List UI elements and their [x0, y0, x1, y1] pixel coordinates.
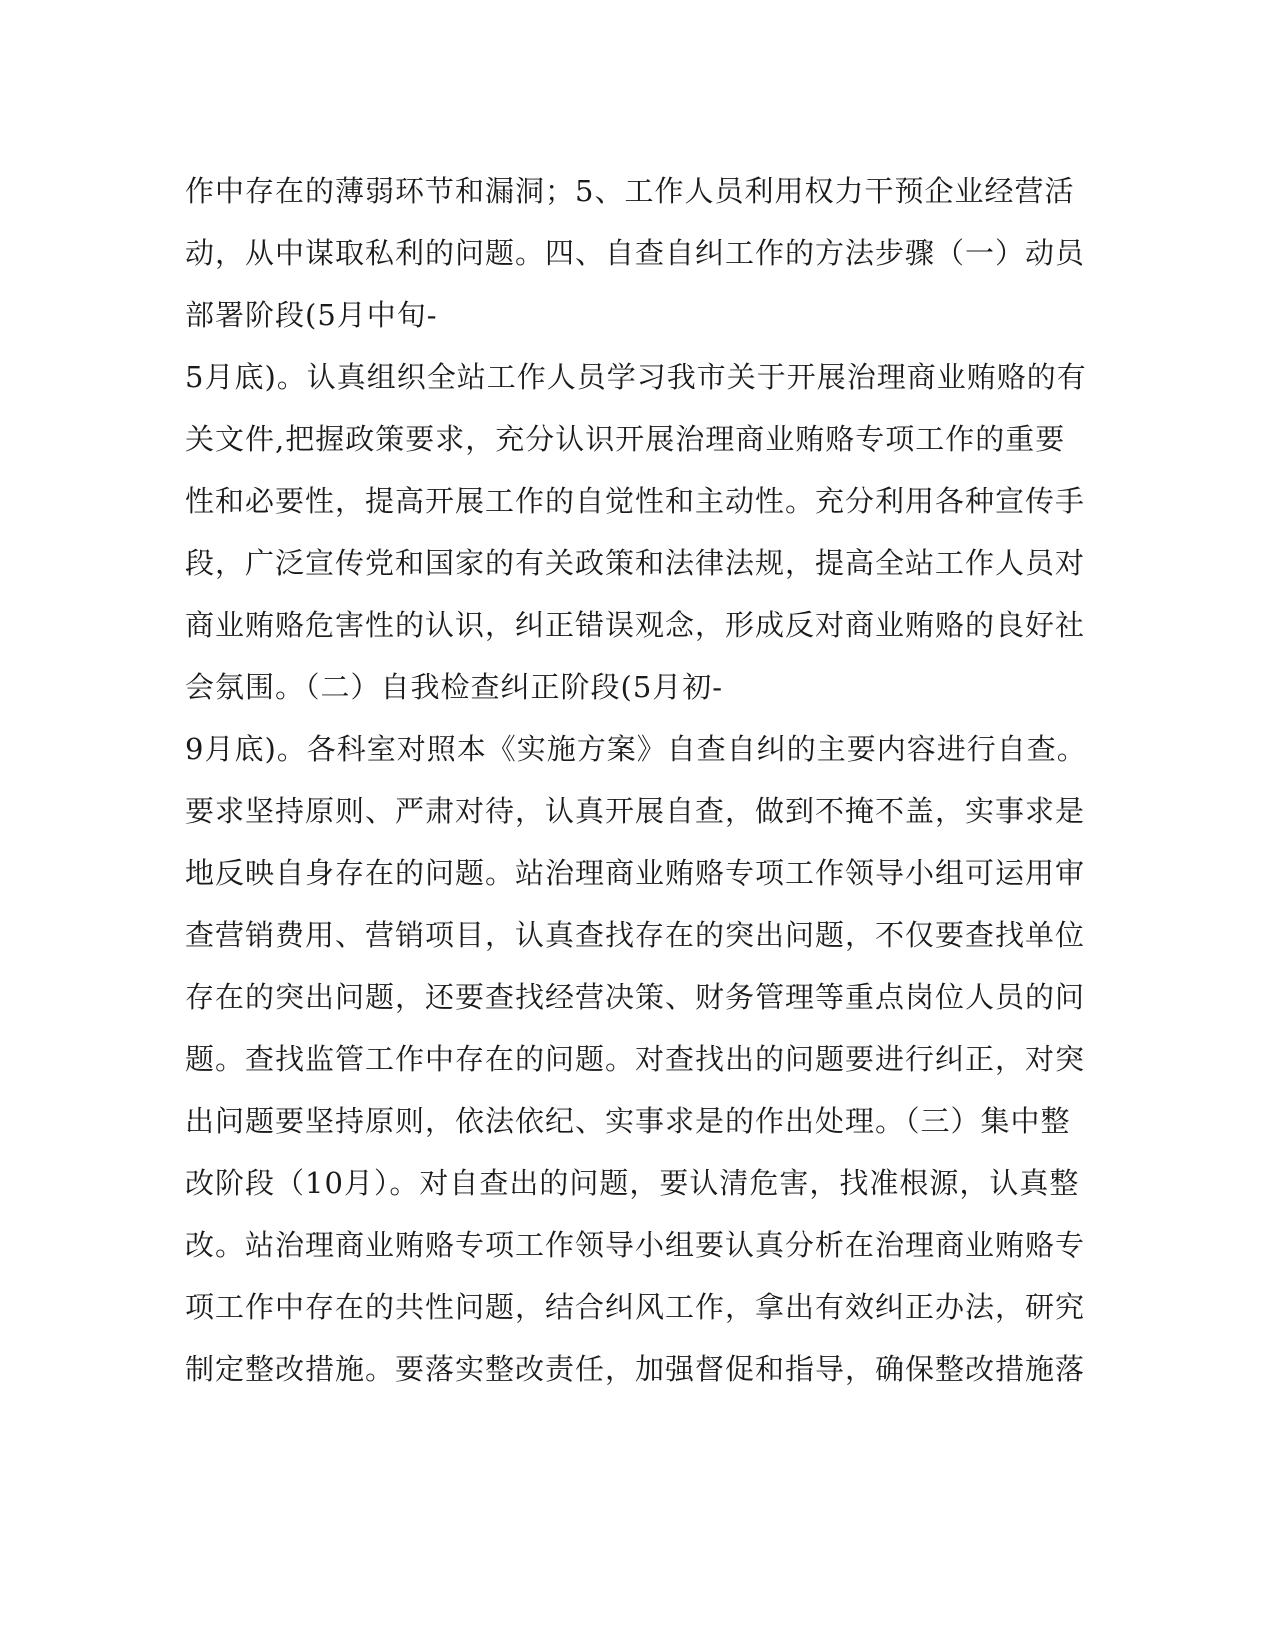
text-line: 9月底)。各科室对照本《实施方案》自查自纠的主要内容进行自查。 [185, 732, 1087, 766]
text-line: 出问题要坚持原则，依法依纪、实事求是的作出处理。（三）集中整 [185, 1104, 1071, 1138]
text-line: 改阶段（10月）。对自查出的问题，要认清危害，找准根源，认真整 [185, 1166, 1080, 1200]
text-line: 商业贿赂危害性的认识，纠正错误观念，形成反对商业贿赂的良好社 [185, 608, 1086, 642]
text-line: 性和必要性，提高开展工作的自觉性和主动性。充分利用各种宣传手 [185, 484, 1086, 518]
text-line: 5月底)。认真组织全站工作人员学习我市关于开展治理商业贿赂的有 [185, 360, 1087, 394]
text-line: 会氛围。（二）自我检查纠正阶段(5月初- [185, 670, 724, 704]
text-line: 部署阶段(5月中旬- [185, 298, 438, 332]
text-line: 制定整改措施。要落实整改责任，加强督促和指导，确保整改措施落 [185, 1352, 1086, 1386]
text-line: 动，从中谋取私利的问题。四、自查自纠工作的方法步骤（一）动员 [185, 236, 1086, 270]
text-line: 题。查找监管工作中存在的问题。对查找出的问题要进行纠正，对突 [185, 1042, 1086, 1076]
text-line: 关文件,把握政策要求，充分认识开展治理商业贿赂专项工作的重要 [185, 422, 1066, 456]
text-line: 地反映自身存在的问题。站治理商业贿赂专项工作领导小组可运用审 [185, 856, 1086, 890]
text-line: 存在的突出问题，还要查找经营决策、财务管理等重点岗位人员的问 [185, 980, 1086, 1014]
text-line: 项工作中存在的共性问题，结合纠风工作，拿出有效纠正办法，研究 [185, 1290, 1086, 1324]
text-line: 要求坚持原则、严肃对待，认真开展自查，做到不掩不盖，实事求是 [185, 794, 1086, 828]
text-line: 作中存在的薄弱环节和漏洞；5、工作人员利用权力干预企业经营活 [185, 174, 1075, 208]
body-text [185, 160, 1087, 1400]
text-line: 改。站治理商业贿赂专项工作领导小组要认真分析在治理商业贿赂专 [185, 1228, 1086, 1262]
text-line: 段，广泛宣传党和国家的有关政策和法律法规，提高全站工作人员对 [185, 546, 1086, 580]
text-line: 查营销费用、营销项目，认真查找存在的突出问题，不仅要查找单位 [185, 918, 1086, 952]
